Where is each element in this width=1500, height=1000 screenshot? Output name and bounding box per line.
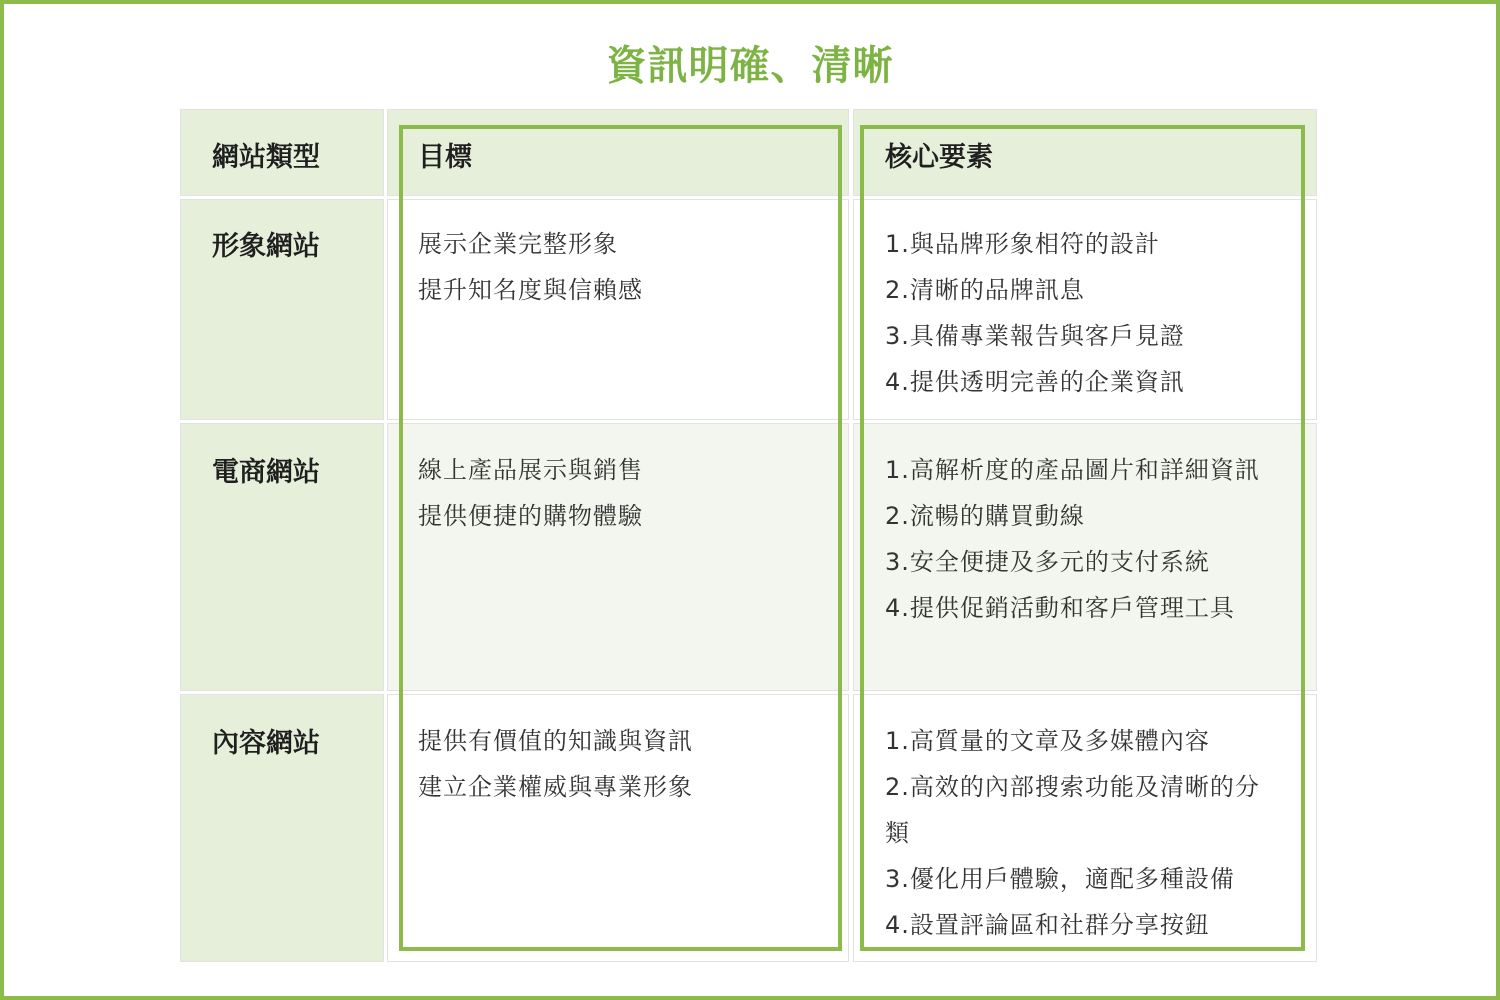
goal-item: 線上產品展示與銷售 xyxy=(418,456,643,484)
element-item: 4.提供促銷活動和客戶管理工具 xyxy=(885,594,1235,622)
element-item: 2.高效的內部搜索功能及清晰的分類 xyxy=(885,773,1260,847)
element-item: 1.與品牌形象相符的設計 xyxy=(885,230,1160,258)
header-elements-label: 核心要素 xyxy=(885,142,993,173)
row-3-type-label: 內容網站 xyxy=(212,728,320,759)
element-item: 3.優化用戶體驗，適配多種設備 xyxy=(885,865,1235,893)
element-item: 3.具備專業報告與客戶見證 xyxy=(885,322,1185,350)
element-item: 3.安全便捷及多元的支付系統 xyxy=(885,548,1210,576)
goal-item: 提供便捷的購物體驗 xyxy=(418,502,643,530)
header-type-label: 網站類型 xyxy=(212,142,320,173)
goal-item: 建立企業權威與專業形象 xyxy=(418,773,693,801)
page-title: 資訊明確、清晰 xyxy=(606,43,894,89)
element-item: 4.設置評論區和社群分享按鈕 xyxy=(885,911,1210,939)
goal-item: 提升知名度與信賴感 xyxy=(418,276,643,304)
goal-item: 提供有價值的知識與資訊 xyxy=(418,727,693,755)
row-1-goals-list xyxy=(418,221,828,313)
row-1-elements-list xyxy=(885,221,1285,405)
row-2-elements-list xyxy=(885,447,1265,631)
element-item: 1.高解析度的產品圖片和詳細資訊 xyxy=(885,456,1260,484)
element-item: 2.清晰的品牌訊息 xyxy=(885,276,1085,304)
element-item: 2.流暢的購買動線 xyxy=(885,502,1085,530)
row-3-elements-list xyxy=(885,718,1265,948)
row-1-type-label: 形象網站 xyxy=(212,231,320,262)
row-2-type-label: 電商網站 xyxy=(212,457,320,488)
element-item: 1.高質量的文章及多媒體內容 xyxy=(885,727,1210,755)
element-item: 4.提供透明完善的企業資訊 xyxy=(885,368,1185,396)
header-goal-label: 目標 xyxy=(418,142,472,173)
row-3-goals-list xyxy=(418,718,828,810)
goal-item: 展示企業完整形象 xyxy=(418,230,618,258)
row-2-goals-list xyxy=(418,447,828,539)
